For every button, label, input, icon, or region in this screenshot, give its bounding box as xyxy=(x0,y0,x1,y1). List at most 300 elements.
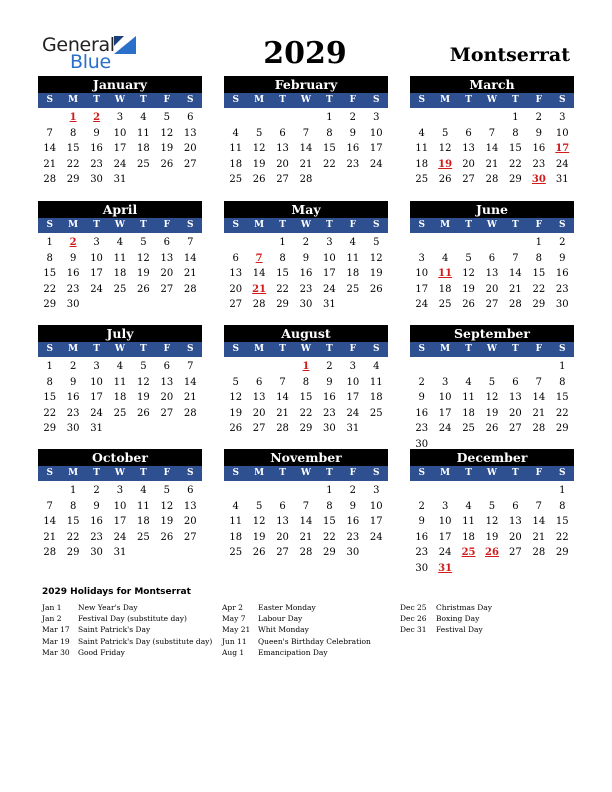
weekday-label: F xyxy=(535,468,543,478)
day-cell: 25 xyxy=(137,531,150,543)
day-cell: 1 xyxy=(512,112,519,123)
empty-day-cell xyxy=(38,483,61,499)
day-cell: 21 xyxy=(299,158,313,170)
day-cell: 16 xyxy=(346,143,360,154)
empty-day-cell xyxy=(410,359,433,375)
day-cell: 27 xyxy=(229,299,243,310)
day-cell: 14 xyxy=(532,516,546,527)
holiday-date: Dec 26 xyxy=(400,614,427,624)
weekday-label: T xyxy=(140,344,147,354)
day-cell: 8 xyxy=(69,500,77,512)
holiday-date: Mar 17 xyxy=(42,625,70,635)
weekday-label: M xyxy=(440,220,451,230)
day-cell: 24 xyxy=(415,299,429,310)
day-cell: 10 xyxy=(323,252,336,264)
month-june xyxy=(410,201,574,313)
day-cell: 18 xyxy=(346,268,360,279)
day-cell: 30 xyxy=(346,547,360,558)
day-cell: 12 xyxy=(485,516,499,527)
empty-day-cell xyxy=(457,359,480,375)
day-cell: 21 xyxy=(485,158,499,170)
day-cell: 4 xyxy=(232,127,239,139)
day-cell: 3 xyxy=(326,237,333,248)
day-cell: 16 xyxy=(346,516,360,527)
day-cell: 24 xyxy=(438,547,452,558)
holiday-row xyxy=(42,624,212,635)
empty-day-cell xyxy=(504,359,527,375)
weekday-label: W xyxy=(486,468,498,478)
holiday-name: Labour Day xyxy=(258,614,303,624)
day-cell: 10 xyxy=(369,500,383,512)
day-cell: 14 xyxy=(183,252,197,264)
holiday-name: Festival Day (substitute day) xyxy=(78,614,187,624)
day-cell: 20 xyxy=(462,158,475,170)
day-cell: 2 xyxy=(418,376,425,388)
day-cell: 17 xyxy=(438,407,452,419)
day-cell: 2 xyxy=(69,361,77,372)
day-cell: 16 xyxy=(90,516,103,527)
weekday-label: S xyxy=(418,344,425,354)
day-cell: 22 xyxy=(276,283,289,295)
holiday-row xyxy=(222,647,371,658)
weekday-label: S xyxy=(186,220,194,230)
holiday-row xyxy=(400,624,492,635)
day-cell: 25 xyxy=(462,423,475,434)
day-cell: 8 xyxy=(512,127,519,139)
month-title: January xyxy=(38,76,202,93)
day-cell: 24 xyxy=(369,531,383,543)
weekday-label: S xyxy=(558,220,566,230)
day-cell: 11 xyxy=(113,252,127,264)
weekday-label: W xyxy=(300,220,312,230)
day-cell: 24 xyxy=(90,283,103,295)
day-cell: 10 xyxy=(113,127,127,139)
holiday-date: Jan 2 xyxy=(42,614,62,624)
day-cell: 17 xyxy=(323,268,336,279)
weekday-label: S xyxy=(46,344,53,354)
day-cell: 5 xyxy=(255,500,263,512)
day-cell: 22 xyxy=(299,407,313,419)
day-cell: 30 xyxy=(415,438,429,450)
day-cell: 27 xyxy=(160,283,174,295)
month-title: October xyxy=(38,449,202,466)
weekday-label: S xyxy=(418,220,425,230)
weekday-label: T xyxy=(512,220,519,230)
day-cell: 4 xyxy=(232,500,239,512)
day-cell: 15 xyxy=(299,392,313,403)
day-cell: 23 xyxy=(299,283,313,295)
weekday-header xyxy=(224,342,388,357)
day-cell: 14 xyxy=(485,143,499,154)
day-cell: 15 xyxy=(532,268,546,279)
day-cell: 22 xyxy=(43,407,57,419)
day-cell: 28 xyxy=(43,547,57,558)
day-cell: 17 xyxy=(415,283,429,295)
day-cell: 5 xyxy=(488,376,496,388)
page-title-year: 2029 xyxy=(263,36,347,71)
day-cell: 20 xyxy=(485,283,499,295)
holiday-date: Mar 30 xyxy=(42,647,70,657)
day-grid xyxy=(224,108,388,188)
day-cell: 11 xyxy=(137,127,150,139)
country-name: Montserrat xyxy=(449,44,570,66)
day-cell: 6 xyxy=(255,376,263,388)
holiday-row xyxy=(222,602,371,613)
day-cell: 24 xyxy=(346,407,360,419)
holiday-name: Festival Day xyxy=(436,625,483,635)
day-cell: 8 xyxy=(326,500,333,512)
day-cell: 28 xyxy=(532,423,546,434)
day-cell: 30 xyxy=(323,423,336,434)
day-cell: 22 xyxy=(509,158,522,170)
holidays-title: 2029 Holidays for Montserrat xyxy=(42,587,191,597)
day-cell: 29 xyxy=(299,423,313,434)
month-title: April xyxy=(38,201,202,218)
day-cell: 2 xyxy=(559,237,566,248)
month-title: September xyxy=(410,325,574,342)
day-cell: 18 xyxy=(229,531,243,543)
day-cell: 31 xyxy=(346,423,360,434)
weekday-header xyxy=(410,218,574,233)
day-cell: 13 xyxy=(485,268,499,279)
day-cell: 3 xyxy=(349,361,357,372)
day-grid xyxy=(224,481,388,561)
holiday-day-cell: 7 xyxy=(255,252,263,264)
day-cell: 3 xyxy=(373,485,380,496)
day-cell: 13 xyxy=(160,376,174,388)
day-cell: 31 xyxy=(113,174,127,185)
holiday-name: Boxing Day xyxy=(436,614,480,624)
day-cell: 25 xyxy=(113,407,127,419)
day-grid xyxy=(224,357,388,437)
day-cell: 5 xyxy=(163,485,171,496)
empty-day-cell xyxy=(224,235,247,251)
day-cell: 7 xyxy=(187,361,194,372)
weekday-label: F xyxy=(535,344,543,354)
day-cell: 17 xyxy=(113,143,127,154)
day-cell: 7 xyxy=(302,127,310,139)
day-cell: 18 xyxy=(229,158,243,170)
weekday-label: W xyxy=(114,344,126,354)
day-cell: 24 xyxy=(555,158,569,170)
holiday-date: Dec 25 xyxy=(400,603,427,612)
weekday-label: M xyxy=(440,468,451,478)
holiday-date: Jan 1 xyxy=(42,603,62,612)
month-april xyxy=(38,201,202,313)
day-cell: 19 xyxy=(229,407,243,419)
empty-day-cell xyxy=(410,235,433,251)
day-cell: 29 xyxy=(66,174,80,185)
weekday-label: W xyxy=(300,344,312,354)
day-cell: 28 xyxy=(532,547,546,558)
weekday-label: S xyxy=(186,344,194,354)
holiday-row xyxy=(400,613,492,624)
day-cell: 3 xyxy=(441,376,449,388)
day-cell: 29 xyxy=(323,547,336,558)
empty-day-cell xyxy=(480,483,503,499)
weekday-label: T xyxy=(279,344,286,354)
empty-day-cell xyxy=(271,483,294,499)
month-december xyxy=(410,449,574,576)
day-cell: 16 xyxy=(66,268,80,279)
day-cell: 15 xyxy=(43,392,57,403)
day-cell: 24 xyxy=(369,158,383,170)
day-cell: 1 xyxy=(559,485,566,496)
weekday-label: T xyxy=(140,220,147,230)
logo-general-text: General xyxy=(42,34,115,56)
weekday-label: W xyxy=(486,95,498,105)
day-cell: 7 xyxy=(46,500,53,512)
day-cell: 4 xyxy=(116,361,124,372)
day-cell: 27 xyxy=(276,547,289,558)
day-cell: 7 xyxy=(512,252,519,264)
day-cell: 8 xyxy=(535,252,543,264)
day-cell: 3 xyxy=(418,252,425,264)
weekday-label: S xyxy=(232,344,239,354)
day-cell: 26 xyxy=(137,407,150,419)
weekday-label: T xyxy=(326,468,333,478)
day-cell: 4 xyxy=(441,252,449,264)
day-cell: 25 xyxy=(113,283,127,295)
empty-day-cell xyxy=(504,235,527,251)
holiday-day-cell: 11 xyxy=(438,268,453,279)
day-cell: 30 xyxy=(415,562,429,574)
day-cell: 31 xyxy=(90,423,103,434)
weekday-label: S xyxy=(558,344,566,354)
day-cell: 3 xyxy=(373,112,380,123)
weekday-header xyxy=(410,342,574,357)
day-grid xyxy=(38,233,202,313)
weekday-label: M xyxy=(254,468,265,478)
month-march xyxy=(410,76,574,188)
day-cell: 13 xyxy=(509,516,522,527)
weekday-label: T xyxy=(512,468,519,478)
weekday-label: W xyxy=(300,95,312,105)
day-cell: 13 xyxy=(276,143,289,154)
weekday-header xyxy=(38,218,202,233)
holiday-date: Aug 1 xyxy=(222,647,245,657)
day-cell: 14 xyxy=(252,268,266,279)
day-cell: 1 xyxy=(326,485,333,496)
empty-day-cell xyxy=(247,483,270,499)
day-cell: 13 xyxy=(276,516,289,527)
day-cell: 18 xyxy=(415,158,429,170)
day-cell: 10 xyxy=(90,252,103,264)
day-cell: 14 xyxy=(509,268,522,279)
day-cell: 7 xyxy=(535,500,543,512)
day-cell: 11 xyxy=(346,252,360,264)
day-cell: 24 xyxy=(90,407,103,419)
day-cell: 4 xyxy=(418,127,425,139)
day-cell: 9 xyxy=(69,376,77,388)
day-cell: 16 xyxy=(90,143,103,154)
day-cell: 21 xyxy=(183,268,197,279)
day-cell: 25 xyxy=(369,407,383,419)
empty-day-cell xyxy=(224,110,247,126)
day-cell: 20 xyxy=(229,283,243,295)
day-cell: 9 xyxy=(559,252,566,264)
day-cell: 23 xyxy=(323,407,336,419)
day-cell: 30 xyxy=(66,299,80,310)
day-cell: 8 xyxy=(559,376,566,388)
day-cell: 30 xyxy=(90,174,103,185)
holiday-row xyxy=(222,636,371,647)
empty-day-cell xyxy=(247,359,270,375)
day-cell: 11 xyxy=(415,143,429,154)
day-cell: 20 xyxy=(509,407,522,419)
day-cell: 7 xyxy=(279,376,286,388)
day-cell: 1 xyxy=(326,112,333,123)
day-cell: 27 xyxy=(509,423,522,434)
weekday-label: S xyxy=(186,468,194,478)
empty-day-cell xyxy=(433,359,456,375)
day-cell: 9 xyxy=(93,127,100,139)
day-grid xyxy=(38,108,202,188)
day-cell: 22 xyxy=(323,158,336,170)
holiday-column xyxy=(400,602,492,636)
day-cell: 20 xyxy=(160,392,174,403)
weekday-header xyxy=(410,466,574,481)
day-cell: 29 xyxy=(555,423,569,434)
day-cell: 26 xyxy=(462,299,475,310)
day-cell: 31 xyxy=(323,299,336,310)
logo-blue-text: Blue xyxy=(70,51,111,73)
day-cell: 1 xyxy=(559,361,566,372)
day-cell: 27 xyxy=(276,174,289,185)
empty-day-cell xyxy=(480,110,503,126)
day-cell: 15 xyxy=(555,392,569,403)
day-cell: 17 xyxy=(113,516,127,527)
day-cell: 23 xyxy=(555,283,569,295)
day-cell: 17 xyxy=(346,392,360,403)
day-cell: 16 xyxy=(415,531,429,543)
day-cell: 5 xyxy=(465,252,472,264)
day-cell: 15 xyxy=(43,268,57,279)
day-cell: 11 xyxy=(229,143,243,154)
holiday-day-cell: 1 xyxy=(69,112,77,123)
month-february xyxy=(224,76,388,188)
weekday-label: M xyxy=(68,95,79,105)
day-cell: 22 xyxy=(532,283,546,295)
day-cell: 4 xyxy=(140,485,147,496)
day-cell: 13 xyxy=(183,127,197,139)
holiday-day-cell: 19 xyxy=(438,158,453,170)
weekday-label: F xyxy=(349,344,357,354)
month-september xyxy=(410,325,574,452)
day-cell: 10 xyxy=(369,127,383,139)
empty-day-cell xyxy=(410,483,433,499)
empty-day-cell xyxy=(271,110,294,126)
weekday-label: T xyxy=(279,95,286,105)
holiday-day-cell: 25 xyxy=(461,547,476,558)
day-cell: 14 xyxy=(43,143,57,154)
weekday-header xyxy=(38,466,202,481)
day-cell: 4 xyxy=(465,500,472,512)
day-cell: 11 xyxy=(113,376,127,388)
day-cell: 26 xyxy=(160,531,174,543)
day-cell: 17 xyxy=(438,531,452,543)
weekday-label: W xyxy=(114,220,126,230)
day-cell: 3 xyxy=(559,112,566,123)
day-cell: 9 xyxy=(418,392,425,403)
day-cell: 14 xyxy=(276,392,289,403)
day-cell: 26 xyxy=(252,547,266,558)
weekday-label: T xyxy=(93,344,100,354)
weekday-label: T xyxy=(326,344,333,354)
brand-logo xyxy=(42,34,152,74)
day-cell: 9 xyxy=(349,127,357,139)
day-cell: 1 xyxy=(46,361,53,372)
weekday-label: T xyxy=(279,220,286,230)
weekday-label: M xyxy=(440,95,451,105)
day-cell: 26 xyxy=(369,283,383,295)
day-cell: 5 xyxy=(232,376,239,388)
day-cell: 19 xyxy=(160,516,174,527)
weekday-label: W xyxy=(300,468,312,478)
day-cell: 1 xyxy=(279,237,286,248)
day-cell: 28 xyxy=(299,174,313,185)
empty-day-cell xyxy=(410,110,433,126)
day-cell: 30 xyxy=(299,299,313,310)
day-cell: 23 xyxy=(90,531,103,543)
empty-day-cell xyxy=(294,110,317,126)
day-cell: 29 xyxy=(66,547,80,558)
weekday-label: S xyxy=(558,468,566,478)
day-cell: 28 xyxy=(183,283,197,295)
weekday-label: T xyxy=(465,95,472,105)
day-cell: 21 xyxy=(509,283,522,295)
day-cell: 2 xyxy=(93,485,100,496)
holiday-day-cell: 21 xyxy=(252,283,267,295)
day-cell: 6 xyxy=(279,127,286,139)
day-cell: 4 xyxy=(373,361,380,372)
day-cell: 5 xyxy=(255,127,263,139)
month-title: August xyxy=(224,325,388,342)
weekday-label: S xyxy=(418,468,425,478)
day-cell: 21 xyxy=(183,392,197,403)
day-cell: 19 xyxy=(369,268,383,279)
day-cell: 9 xyxy=(326,376,333,388)
weekday-label: M xyxy=(440,344,451,354)
holiday-row xyxy=(400,602,492,613)
day-cell: 23 xyxy=(90,158,103,170)
day-cell: 10 xyxy=(555,127,569,139)
day-cell: 12 xyxy=(438,143,452,154)
holiday-date: May 21 xyxy=(222,625,251,635)
day-cell: 25 xyxy=(438,299,452,310)
day-cell: 20 xyxy=(276,531,289,543)
day-cell: 26 xyxy=(137,283,150,295)
day-cell: 27 xyxy=(183,531,197,543)
empty-day-cell xyxy=(457,110,480,126)
day-cell: 5 xyxy=(488,500,496,512)
day-cell: 19 xyxy=(485,531,499,543)
day-cell: 12 xyxy=(160,127,174,139)
weekday-label: S xyxy=(418,95,425,105)
day-cell: 2 xyxy=(349,112,357,123)
day-grid xyxy=(410,108,574,188)
day-cell: 17 xyxy=(90,392,103,403)
empty-day-cell xyxy=(480,235,503,251)
day-cell: 21 xyxy=(532,531,546,543)
day-grid xyxy=(410,481,574,576)
day-cell: 15 xyxy=(323,516,336,527)
day-cell: 29 xyxy=(555,547,569,558)
weekday-label: F xyxy=(349,468,357,478)
day-cell: 25 xyxy=(415,174,429,185)
day-cell: 20 xyxy=(183,143,197,154)
day-cell: 28 xyxy=(183,407,197,419)
